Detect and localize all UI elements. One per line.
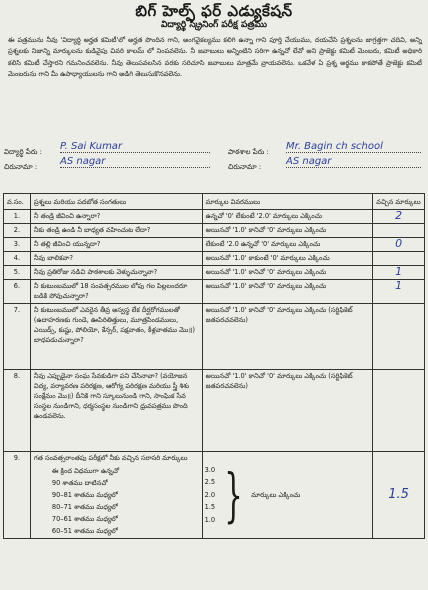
row-question: నీవు ఎప్పుడైనా సంఘ సేవకుడిగా పని చేసినావా? (వయోజన విద్య, వర్యావరణ పరిరక్షణ, ఆరోగ్య పరిరక్షణ మరియు స్త్రీ శిశు సంక్షేమం మొ॥) దీనికి గాని స్కూలునుండి గాని, సాంఘిక సేవ సంస్థల నుండిగాని, ధర్మసంస్థల నుండిగాని ధ్రువపత్రము పొంది ఉండవలెను. xyxy=(30,370,202,452)
row-question: నీవు ప్రతిరోజు నడిచి పాఠశాలకు వెళ్ళుచున్నావా? xyxy=(30,266,202,280)
row-question: గత సంవత్సరాంతపు పరీక్షలో నీకు వచ్చిన సరాసరి మార్కులు xyxy=(33,454,188,462)
scale-value: 3.0 xyxy=(204,465,216,474)
row-marks-given[interactable]: 0 xyxy=(373,238,425,252)
scale-value: 2.0 xyxy=(204,490,216,499)
form-subtitle: విద్యార్థి స్క్రీనింగ్ పరీక్ష పత్రము xyxy=(160,20,268,30)
marks-table xyxy=(3,193,425,539)
grade-item: 70–61 శాతము మధ్యలో xyxy=(51,515,118,523)
grade-item: 60–51 శాతము మధ్యలో xyxy=(51,527,118,535)
row-number: 3. xyxy=(4,238,31,252)
grade-intro: ఈ క్రింద విధముగా ఉన్నచో xyxy=(51,467,120,475)
table-row xyxy=(4,452,425,539)
table-row xyxy=(4,280,425,304)
scale-value: 1.0 xyxy=(204,515,216,524)
row-marking: అయినచో '1.0' కానిచో '0' మార్కులు ఎక్కించు xyxy=(202,280,373,304)
row-marks-given[interactable] xyxy=(373,304,425,370)
grade-item: 90 శాతము దాటినచో xyxy=(51,479,108,487)
marks-scale xyxy=(205,464,216,526)
row-number: 5. xyxy=(4,266,31,280)
row-marks-given[interactable]: 2 xyxy=(373,210,425,224)
row-number: 9. xyxy=(4,452,31,539)
grade-list xyxy=(34,465,199,537)
col-header-marks-obtained: వచ్చిన మార్కులు xyxy=(373,194,425,210)
student-address-field[interactable]: AS nagar xyxy=(60,156,210,168)
table-row xyxy=(4,252,425,266)
row-marking: అయినచో '1.0' కానిచో '0' మార్కులు ఎక్కించు xyxy=(202,266,373,280)
row-number: 1. xyxy=(4,210,31,224)
form-title: బిగ్ హెల్ప్ ఫర్ ఎడ్యుకేషన్ xyxy=(135,2,293,20)
scale-value: 2.5 xyxy=(204,478,216,487)
table-row xyxy=(4,210,425,224)
col-header-serial: వ.సం. xyxy=(4,194,31,210)
row-marks-given[interactable] xyxy=(373,370,425,452)
row-question: నీవు బాలికవా? xyxy=(30,252,202,266)
row-marking: అయినచో '1.0' కానిచో '0' మార్కులు ఎక్కించు (సర్టిఫికెట్ జతపరచవలెను) xyxy=(202,304,373,370)
student-name-field[interactable]: P. Sai Kumar xyxy=(60,141,210,153)
row-marking: అయినచో '1.0' కాకుంటే '0' మార్కులు ఎక్కించు xyxy=(202,252,373,266)
table-row xyxy=(4,224,425,238)
school-name-label: పాఠశాల పేరు : xyxy=(228,148,269,156)
table-row xyxy=(4,238,425,252)
row-marks-given[interactable] xyxy=(373,252,425,266)
row-marking: లేకుంటే '2.0 ఉన్నచో '0' మార్కులు ఎక్కించు xyxy=(202,238,373,252)
row-marks-given[interactable]: 1 xyxy=(373,266,425,280)
row-marks-given[interactable]: 1.5 xyxy=(373,452,425,539)
school-name-field[interactable]: Mr. Bagin ch school xyxy=(286,141,421,153)
row-question: నీకు తండ్రి ఉండి నీ బాధ్యత వహించుట లేదా? xyxy=(30,224,202,238)
grade-item: 80–71 శాతము మధ్యలో xyxy=(51,503,118,511)
school-address-field[interactable]: AS nagar xyxy=(286,156,421,168)
row-number: 6. xyxy=(4,280,31,304)
row-number: 2. xyxy=(4,224,31,238)
brace-icon: } xyxy=(224,461,243,529)
row-question: నీ తండ్రి జీవించి ఉన్నారా? xyxy=(30,210,202,224)
table-header-row xyxy=(4,194,425,210)
scale-value: 1.5 xyxy=(204,503,216,512)
row-marking: ఉన్నచో '0' లేకుంటే '2.0' మార్కులు ఎక్కించు xyxy=(202,210,373,224)
row-number: 4. xyxy=(4,252,31,266)
instructions-paragraph: ఈ పత్రమును నీవు 'విద్యార్థి అర్హత కమిటీ'లో అర్హత పొందిన గాని, అంగవైకల్యము కలిగి ఉన్నా గాని పూర్తి చేయుము, దయచేసి ప్రశ్నలను జాగ్రత్తగా చదివి, అన్ని ప్రశ్నలకు నిజాన్ని మార్కులను కుడివైపు చివరి కాలమ్ లో నింపవలెను. నీ జవాబులు అన్నింటిని సరిగా ఉన్నవో లేవో అని ప్రాజెక్టు కమిటీ మెంబరు, కమిటీ అధికారి కలిసి కమిటీ చేస్తారని గమనించవలెను. నీవు తెలుపవలసిన వరకు సరిచూసి జవాబులు మాత్రమే వ్రాయవలెను. ఒకవేళ ఏ ప్రశ్న అర్థము కాకపోతే ప్రాజెక్టు కమిటీ మెంబరును గాని మీ ఉపాధ్యాయులను గాని అడిగి తెలుసుకొనవలెను. xyxy=(8,36,422,79)
row-marking: అయినచో '1.0' కానిచో '0' మార్కులు ఎక్కించు xyxy=(202,224,373,238)
row-marking: అయినచో '1.0' కానిచో '0' మార్కులు ఎక్కించు (సర్టిఫికెట్ జతపరచవలెను) xyxy=(202,370,373,452)
row-marking-scale xyxy=(202,452,373,539)
row-number: 7. xyxy=(4,304,31,370)
table-row xyxy=(4,304,425,370)
row-question-grades xyxy=(30,452,202,539)
row-marks-given[interactable] xyxy=(373,224,425,238)
col-header-questions: ప్రశ్నలు మరియు పదబోత సంగతులు xyxy=(30,194,202,210)
row-marks-given[interactable]: 1 xyxy=(373,280,425,304)
school-address-label: చిరునామా : xyxy=(228,163,262,171)
student-name-label: విద్యార్థి పేరు : xyxy=(4,148,42,156)
row-question: నీ తల్లి జీవించి యున్నదా? xyxy=(30,238,202,252)
col-header-marking: మార్కుల వివరములు xyxy=(202,194,373,210)
row-question: నీ కుటుంబములో ఎవరైన తీవ్ర అస్వస్థ లేక దీర్ఘరోగములతో (ఉదాహరణకు గుండె, ఊపిరితిత్తులు, మూత్రపిండములు, ఎయిడ్స్, కుష్టు, పోలియో, కేన్సర్, పక్షవాతం, కీళ్లవాతము మొ॥) బాధపడుచున్నారా? xyxy=(30,304,202,370)
row-marking: మార్కులు ఎక్కించు xyxy=(251,491,301,499)
row-number: 8. xyxy=(4,370,31,452)
grade-item: 90–81 శాతము మధ్యలో xyxy=(51,491,118,499)
row-question: నీ కుటుంబములో 18 సంవత్సరముల లోపు గల పిల్లలందరూ బడికి పోవుచున్నారా? xyxy=(30,280,202,304)
table-row xyxy=(4,266,425,280)
table-row xyxy=(4,370,425,452)
student-address-label: చిరునామా : xyxy=(4,163,38,171)
